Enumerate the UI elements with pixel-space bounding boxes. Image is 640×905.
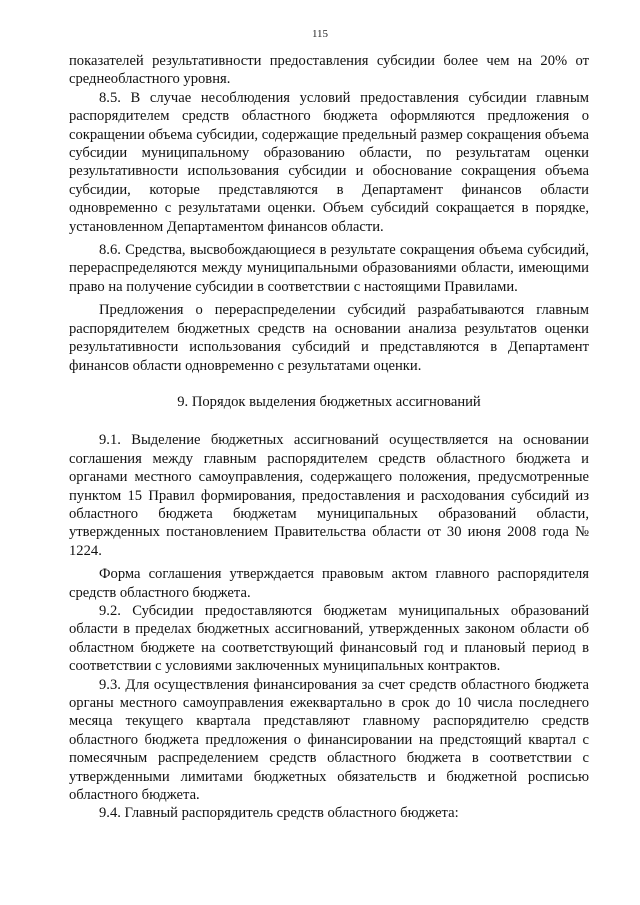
paragraph-9-4: 9.4. Главный распорядитель средств областного бюджета: bbox=[99, 805, 459, 822]
document-body bbox=[69, 52, 589, 823]
paragraph-redistribution: Предложения о перераспределении субсидий разрабатываются главным распорядителем бюджетных средств на основании анализа результатов оценки результативности использования субсидий и представляются в Департамент финансов области одновременно с результатами оценки. bbox=[69, 302, 589, 374]
paragraph-8-5: 8.5. В случае несоблюдения условий предоставления субсидии главным распорядителем средств областного бюджета оформляются предложения о сокращении объема субсидии, содержащие предельный размер сокращения объема субсидии муниципальному образованию области, по результатам оценки результативности использования субсидии и обоснование сокращения объема субсидии, которые представляются в Департамент финансов области одновременно с результатами оценки. Объем субсидий сокращается в порядке, установленном Департаментом финансов области. bbox=[69, 89, 589, 235]
page-number: 115 bbox=[311, 28, 329, 40]
paragraph-agreement-form: Форма соглашения утверждается правовым актом главного распорядителя средств областного бюджета. bbox=[69, 566, 589, 601]
paragraph-8-6: 8.6. Средства, высвобождающиеся в результате сокращения объема субсидий, перераспределяются между муниципальными образованиями области, имеющими право на получение субсидии в соответствии с настоящими Правилами. bbox=[69, 242, 589, 295]
paragraph-9-3: 9.3. Для осуществления финансирования за счет средств областного бюджета органы местного самоуправления ежеквартально в срок до 10 числа последнего месяца текущего квартала представляют главному распорядителю средств областного бюджета предложения о финансировании на предстоящий квартал с помесячным распределением средств областного бюджета в соответствии с утвержденными лимитами бюджетных обязательств и бюджетной росписью областного бюджета. bbox=[69, 676, 589, 804]
section-heading: 9. Порядок выделения бюджетных ассигнований bbox=[177, 393, 481, 410]
paragraph-9-1: 9.1. Выделение бюджетных ассигнований осуществляется на основании соглашения между главным распорядителем средств областного бюджета и органами местного самоуправления, содержащего положения, предусмотренные пунктом 15 Правил формирования, предоставления и расходования субсидий из областного бюджета бюджетам муниципальных образований области, утвержденных постановлением Правительства области от 30 июня 2008 года № 1224. bbox=[69, 432, 589, 559]
paragraph-9-2: 9.2. Субсидии предоставляются бюджетам муниципальных образований области в пределах бюджетных ассигнований, утвержденных законом области об областном бюджете на соответствующий финансовый год и плановый период в соответствии с условиями заключенных муниципальных контрактов. bbox=[69, 602, 589, 675]
paragraph-continuation: показателей результативности предоставления субсидии более чем на 20% от среднеобластного уровня. bbox=[69, 53, 589, 88]
